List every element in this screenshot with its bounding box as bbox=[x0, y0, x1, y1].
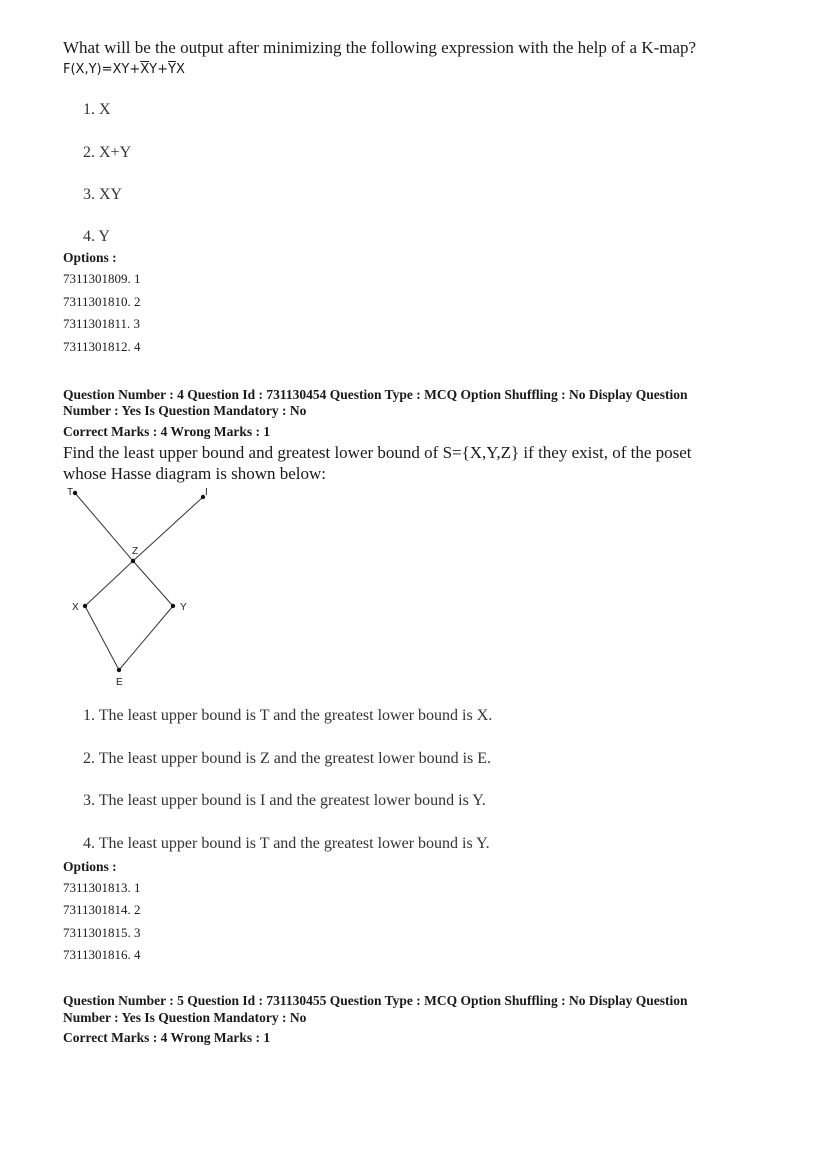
q3-option-id-3: 7311301811. 3 bbox=[63, 316, 141, 331]
q4-choice-3: 3. The least upper bound is I and the greatest lower bound is Y. bbox=[83, 792, 486, 809]
label-t: T bbox=[67, 487, 74, 498]
q3-stem: What will be the output after minimizing the following expression with the help of a K-map? bbox=[63, 38, 697, 57]
q4-choice-1: 1. The least upper bound is T and the greatest lower bound is X. bbox=[83, 707, 493, 724]
q4-options-label: Options : bbox=[63, 859, 117, 874]
q4-meta-line-1: Question Number : 4 Question Id : 731130454 Question Type : MCQ Option Shuffling : No Display Question bbox=[63, 387, 688, 402]
label-z: Z bbox=[132, 546, 139, 557]
q4-option-id-3: 7311301815. 3 bbox=[63, 925, 141, 940]
q3-choice-2: 2. X+Y bbox=[83, 144, 132, 161]
q3-options-label: Options : bbox=[63, 250, 117, 265]
label-i: I bbox=[205, 487, 208, 498]
q4-stem-line-1: Find the least upper bound and greatest lower bound of S={X,Y,Z} if they exist, of the poset bbox=[63, 443, 692, 462]
q5-marks: Correct Marks : 4 Wrong Marks : 1 bbox=[63, 1030, 271, 1045]
q4-stem-line-2: whose Hasse diagram is shown below: bbox=[63, 464, 326, 483]
node-t bbox=[73, 491, 77, 495]
q4-choice-2: 2. The least upper bound is Z and the greatest lower bound is E. bbox=[83, 750, 492, 767]
q3-option-id-1: 7311301809. 1 bbox=[63, 271, 141, 286]
edge-i-z bbox=[133, 497, 203, 561]
q4-option-id-1: 7311301813. 1 bbox=[63, 880, 141, 895]
edge-z-y bbox=[133, 561, 173, 606]
q4-marks: Correct Marks : 4 Wrong Marks : 1 bbox=[63, 424, 271, 439]
q3-formula: $F(X,Y)=XY+\overline{X}Y+\overline{Y}X$ bbox=[63, 62, 185, 77]
q3-option-id-2: 7311301810. 2 bbox=[63, 294, 141, 309]
label-e: E bbox=[116, 677, 123, 688]
edge-y-e bbox=[119, 606, 173, 670]
node-e bbox=[117, 668, 121, 672]
edge-t-z bbox=[75, 493, 133, 561]
edge-x-e bbox=[85, 606, 119, 670]
node-z bbox=[131, 559, 135, 563]
edge-z-x bbox=[85, 561, 133, 606]
q4-meta-line-2: Number : Yes Is Question Mandatory : No bbox=[63, 403, 307, 418]
q3-choice-4: 4. Y bbox=[83, 228, 110, 245]
label-x: X bbox=[72, 602, 79, 613]
hasse-diagram bbox=[60, 483, 220, 688]
q4-option-id-2: 7311301814. 2 bbox=[63, 902, 141, 917]
node-x bbox=[83, 604, 87, 608]
q3-choice-3: 3. XY bbox=[83, 186, 123, 203]
q5-meta-line-1: Question Number : 5 Question Id : 731130455 Question Type : MCQ Option Shuffling : No Display Question bbox=[63, 993, 688, 1008]
q3-choice-1: 1. X bbox=[83, 101, 111, 118]
label-y: Y bbox=[180, 602, 187, 613]
q4-choice-4: 4. The least upper bound is T and the greatest lower bound is Y. bbox=[83, 835, 490, 852]
q5-meta-line-2: Number : Yes Is Question Mandatory : No bbox=[63, 1010, 307, 1025]
node-y bbox=[171, 604, 175, 608]
q4-option-id-4: 7311301816. 4 bbox=[63, 947, 141, 962]
q3-option-id-4: 7311301812. 4 bbox=[63, 339, 141, 354]
